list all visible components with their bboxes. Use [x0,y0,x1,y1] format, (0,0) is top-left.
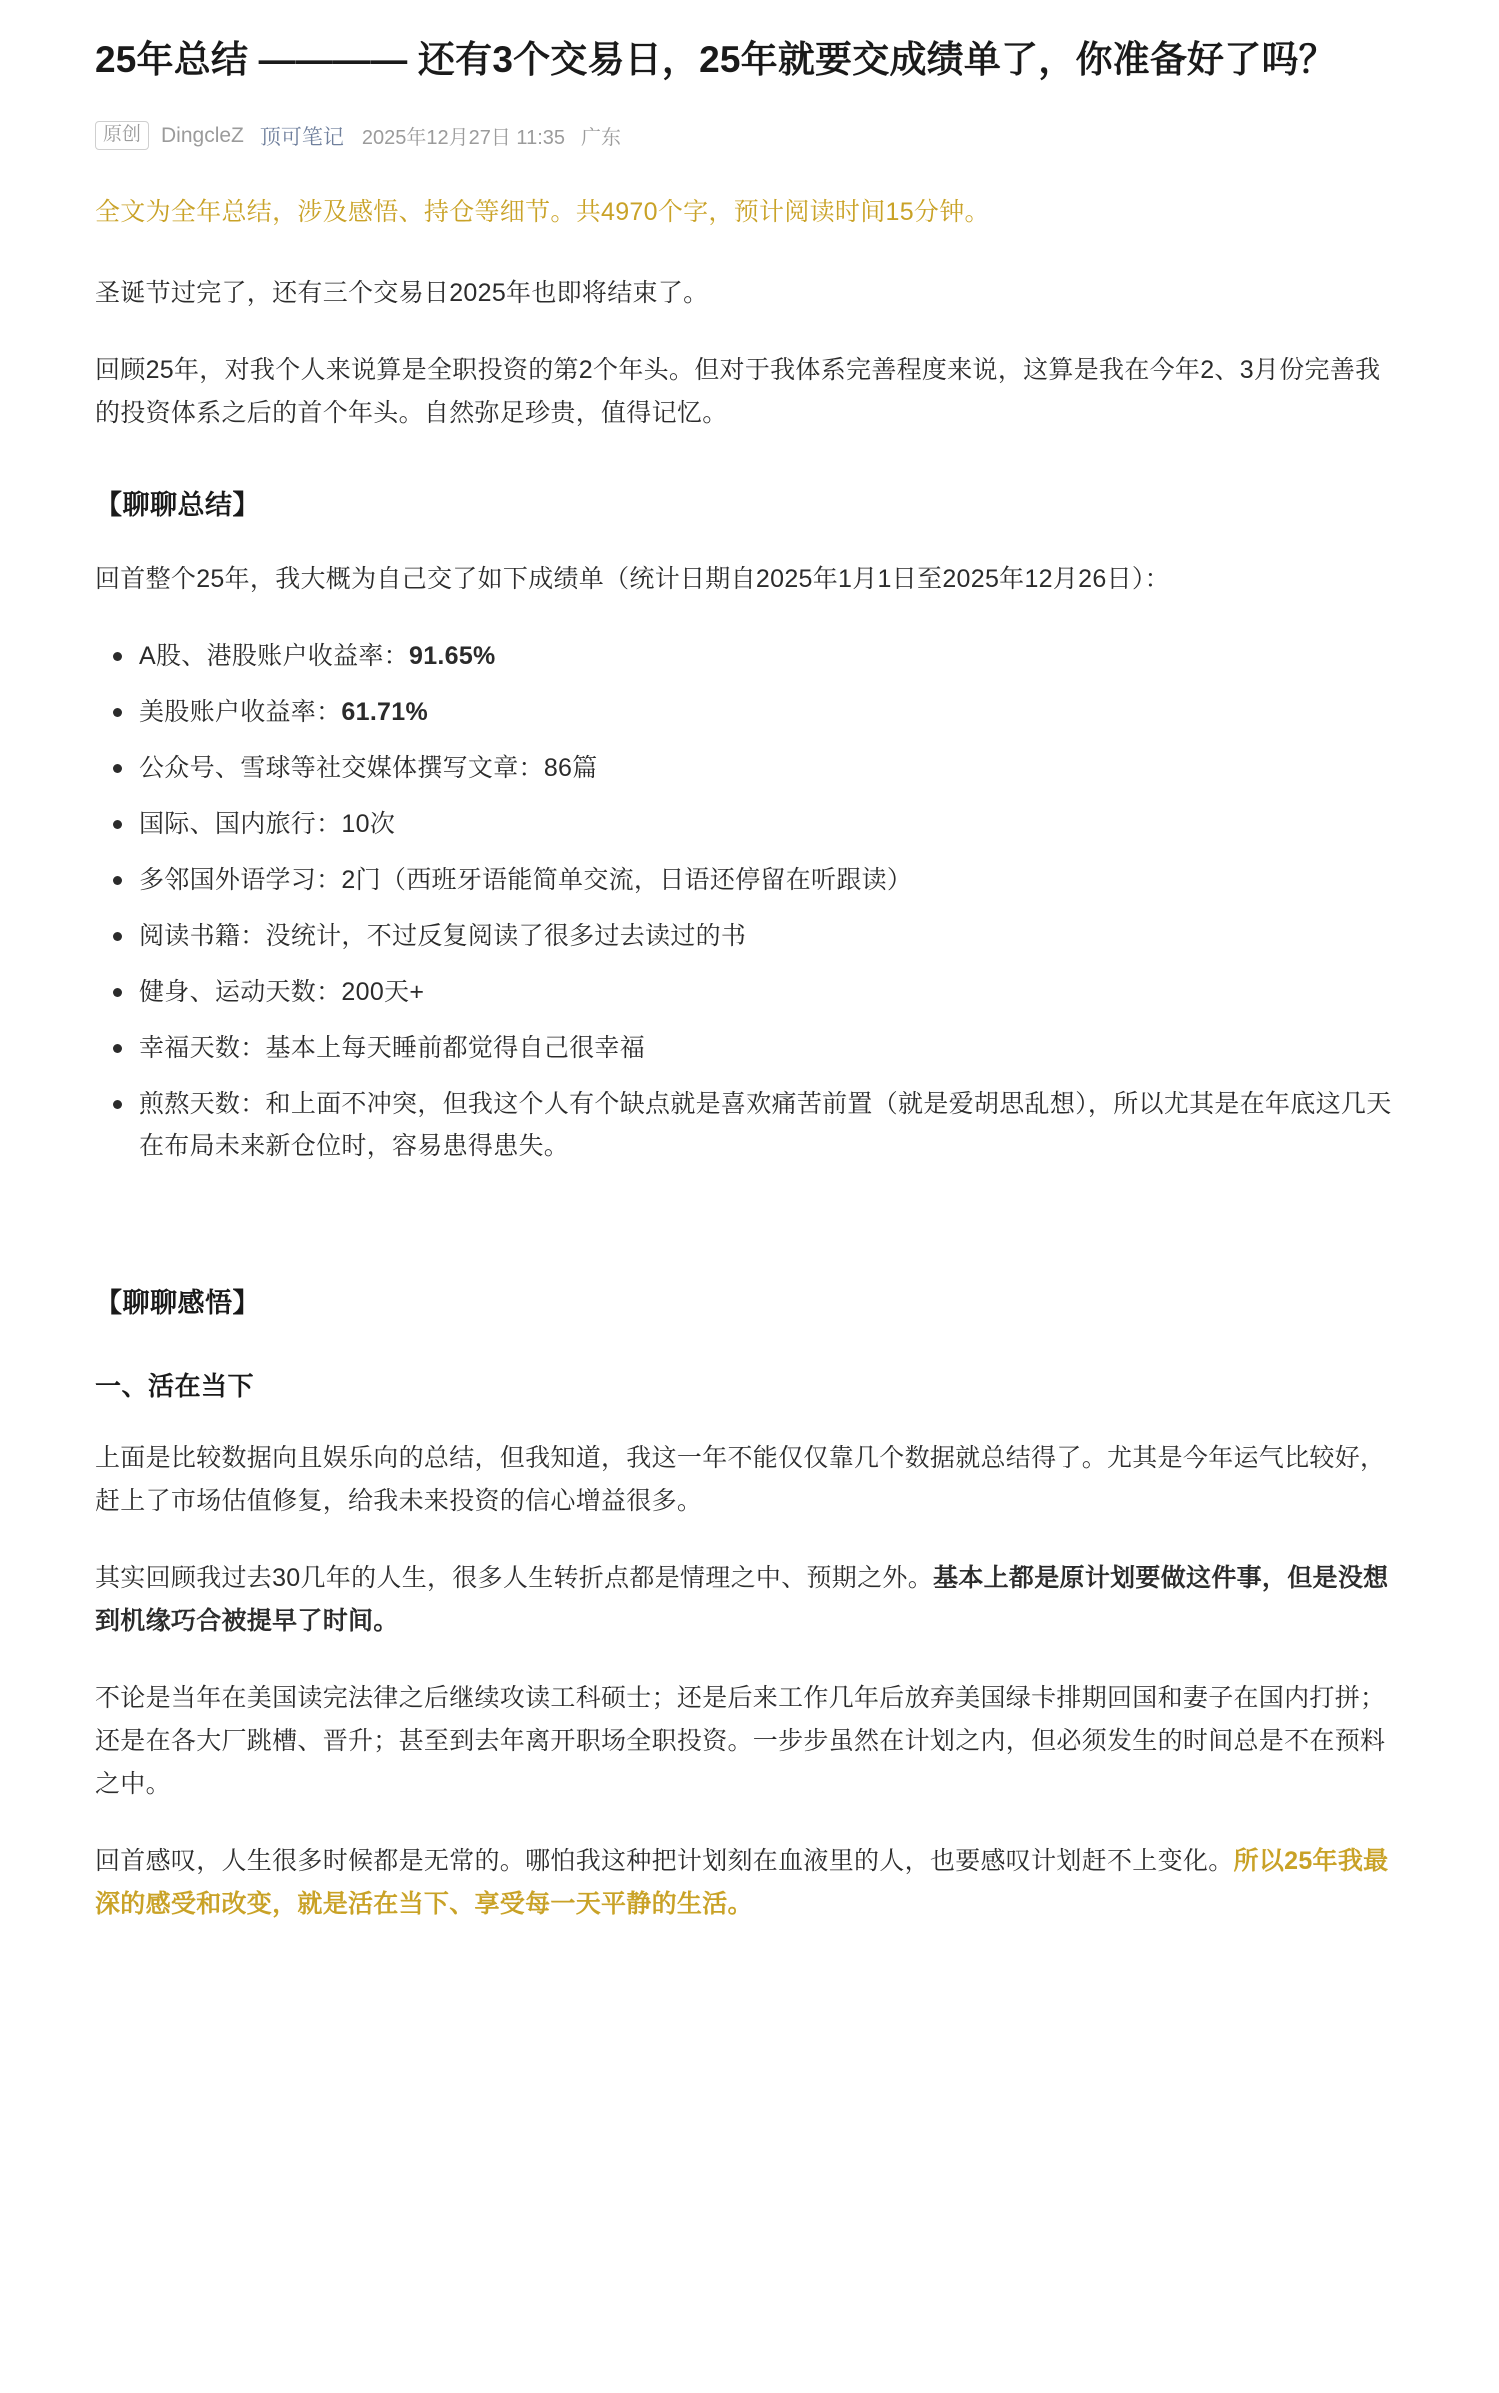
paragraph-5-emphasis: 基本上都是原计划要做这件事，但是没想到机缘巧合被提早了时间。 [95,1563,1389,1635]
list-item-label: 煎熬天数： [139,1089,266,1118]
list-item [137,1027,1404,1069]
list-item [137,859,1404,901]
list-item-value: 86篇 [543,753,598,782]
paragraph-4: 上面是比较数据向且娱乐向的总结，但我知道，我这一年不能仅仅靠几个数据就总结得了。尤其是今年运气比较好，赶上了市场估值修复，给我未来投资的信心增益很多。 [95,1443,1386,1515]
paragraph-6: 不论是当年在美国读完法律之后继续攻读工科硕士；还是后来工作几年后放弃美国绿卡排期回国和妻子在国内打拼；还是在各大厂跳槽、晋升；甚至到去年离开职场全职投资。一步步虽然在计划之内，但必须发生的时间总是不在预料之中。 [95,1683,1386,1798]
list-item-label: 多邻国外语学习： [139,865,342,894]
list-item-label: 美股账户收益率： [139,697,342,726]
list-item [137,915,1404,957]
paragraph-7-highlight: 所以25年我最深的感受和改变，就是活在当下、享受每一天平静的生活。 [95,1846,1389,1918]
list-item-label: A股、港股账户收益率： [139,641,409,670]
lead-highlight: 全文为全年总结，涉及感悟、持仓等细节。共4970个字，预计阅读时间15分钟。 [95,197,990,226]
list-item-value: 200天+ [341,977,425,1006]
list-item-value: 61.71% [341,697,428,726]
summary-list [95,635,1404,1167]
paragraph-5 [95,1557,1404,1643]
list-item-value: 91.65% [408,641,496,670]
section-heading-summary: 【聊聊总结】 [95,489,260,520]
list-item [137,1083,1404,1167]
list-item [137,803,1404,845]
status-badge: 原创 [95,121,149,151]
list-item-label: 公众号、雪球等社交媒体撰写文章： [139,753,544,782]
list-item-value: 10次 [341,809,396,838]
account-link[interactable]: 顶可笔记 [259,125,344,149]
paragraph-5-text: 其实回顾我过去30几年的人生，很多人生转折点都是情理之中、预期之外。 [95,1563,934,1592]
list-item-value: 基本上每天睡前都觉得自己很幸福 [265,1033,646,1062]
subsection-heading-live-in-present: 一、活在当下 [95,1370,255,1401]
publish-date: 2025年12月27日 11:35 [361,127,565,150]
list-item-value: 没统计，不过反复阅读了很多过去读过的书 [265,921,747,950]
list-item-label: 国际、国内旅行： [139,809,342,838]
paragraph-7 [95,1840,1404,1926]
author-name: DingcleZ [161,123,244,147]
list-item-label: 阅读书籍： [139,921,266,950]
list-item [137,635,1404,677]
list-item-value: 2门 [341,865,381,894]
publish-location: 广东 [581,127,621,150]
list-item-label: 健身、运动天数： [139,977,342,1006]
paragraph-7-text: 回首感叹，人生很多时候都是无常的。哪怕我这种把计划刻在血液里的人，也要感叹计划赶不上变化。 [95,1846,1234,1875]
paragraph-3: 回首整个25年，我大概为自己交了如下成绩单（统计日期自2025年1月1日至2025年12月26日）： [95,564,1170,593]
paragraph-2: 回顾25年，对我个人来说算是全职投资的第2个年头。但对于我体系完善程度来说，这算是我在今年2、3月份完善我的投资体系之后的首个年头。自然弥足珍贵，值得记忆。 [95,355,1381,427]
page-title: 25年总结 ———— 还有3个交易日，25年就要交成绩单了，你准备好了吗？ [95,39,1336,80]
section-heading-insight: 【聊聊感悟】 [95,1287,260,1318]
list-item-value: 和上面不冲突，但我这个人有个缺点就是喜欢痛苦前置（就是爱胡思乱想），所以尤其是在年底这几天在布局未来新仓位时，容易患得患失。 [139,1089,1392,1160]
list-item-note: （西班牙语能简单交流，日语还停留在听跟读） [380,865,913,894]
list-item [137,747,1404,789]
list-item [137,971,1404,1013]
list-item [137,691,1404,733]
article-meta [95,121,1404,151]
list-item-label: 幸福天数： [139,1033,266,1062]
paragraph-1: 圣诞节过完了，还有三个交易日2025年也即将结束了。 [95,278,709,307]
